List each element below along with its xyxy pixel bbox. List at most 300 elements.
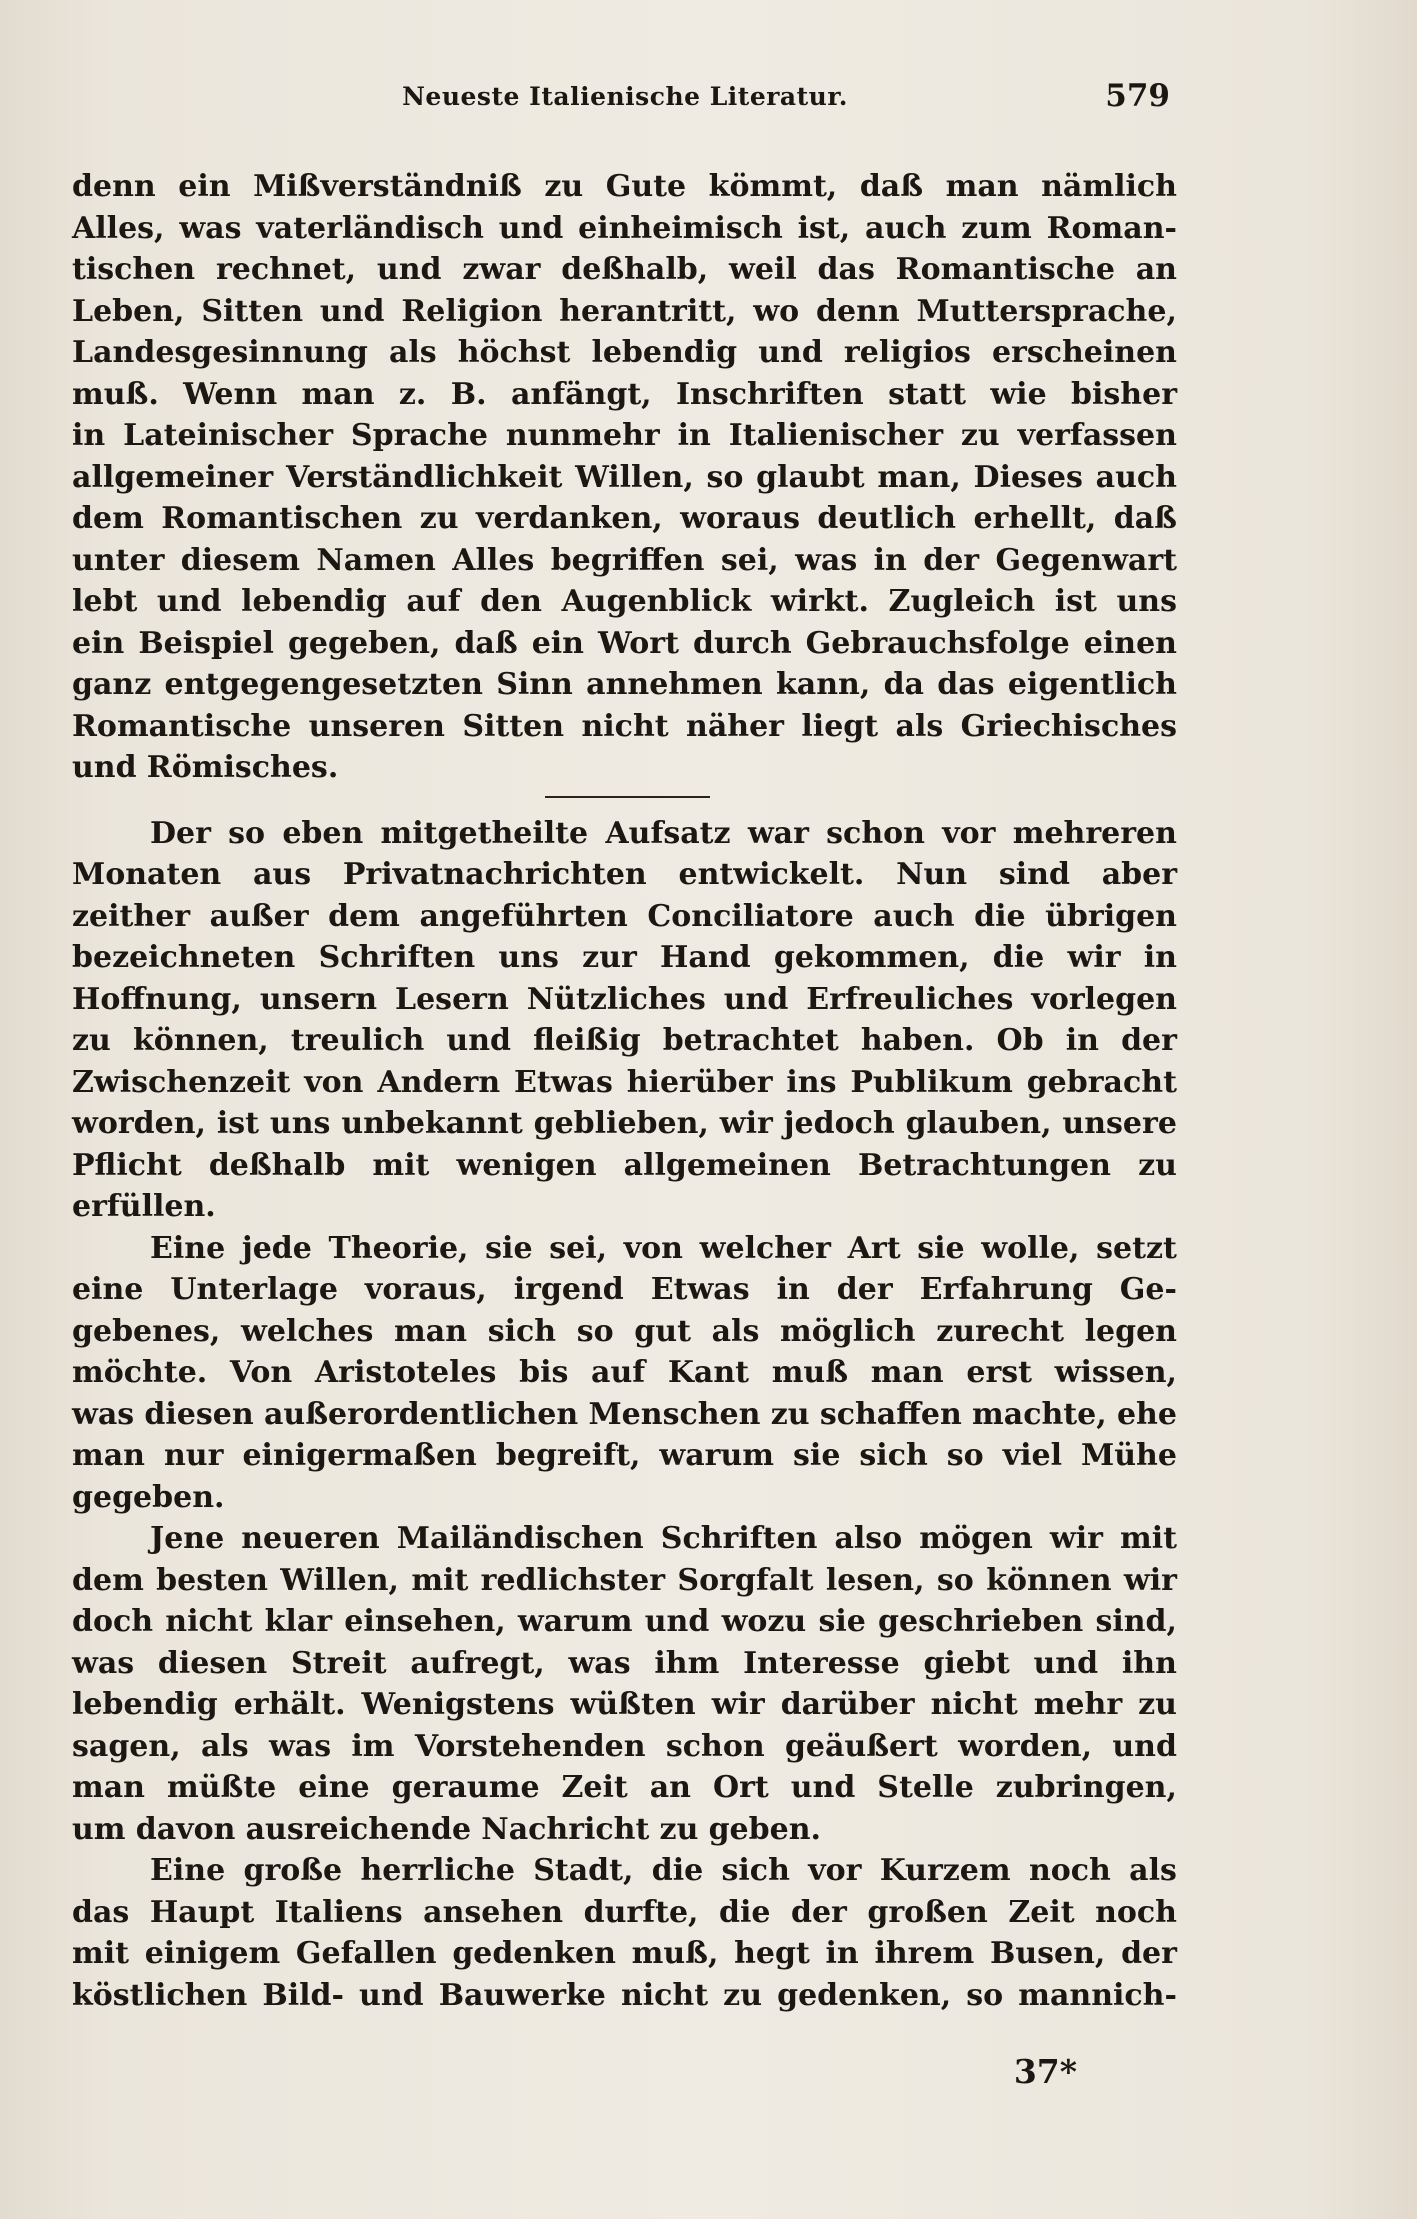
text-line <box>72 1228 1177 1270</box>
word: man, <box>877 459 961 495</box>
word: unseren <box>308 708 445 744</box>
word: Hoffnung, <box>72 981 242 1017</box>
word: und <box>644 1604 710 1639</box>
word: mögen <box>919 1521 1033 1556</box>
word: Leben, <box>72 293 185 329</box>
word: Sitten <box>462 708 565 744</box>
text-line <box>72 979 1177 1021</box>
word: und <box>1112 1728 1177 1764</box>
word: deßhalb <box>208 1147 346 1183</box>
word: lesen, <box>825 1562 925 1598</box>
word: gegeben, <box>287 625 441 661</box>
word: ein <box>72 625 125 661</box>
word: Von <box>229 1355 293 1390</box>
word: begreift, <box>495 1438 641 1473</box>
word: haben. <box>860 1023 975 1058</box>
word: geäußert <box>784 1728 938 1764</box>
word: Stelle <box>877 1770 974 1805</box>
word: Sorgfalt <box>677 1562 814 1598</box>
word: wenigen <box>456 1147 597 1183</box>
word: Wort <box>598 625 679 661</box>
word: zu <box>1138 1147 1177 1183</box>
word: mit <box>372 1147 430 1183</box>
word: ehe <box>1116 1396 1177 1432</box>
word: deutlich <box>817 501 956 536</box>
word: Vorstehenden <box>414 1728 646 1764</box>
word: glaubt <box>756 459 865 495</box>
text-line <box>72 1186 1177 1228</box>
word: viel <box>1002 1438 1063 1473</box>
word: zu <box>659 1811 699 1847</box>
word: gegeben. <box>72 1479 225 1515</box>
body-text <box>72 166 1177 2016</box>
word: kömmt, <box>708 169 838 204</box>
word: wirkt. <box>770 584 869 619</box>
word: wir <box>711 1687 765 1722</box>
word: treulich <box>290 1023 425 1058</box>
word: einen <box>1083 625 1177 661</box>
word: erhellt, <box>973 501 1097 536</box>
paragraph <box>72 166 1177 789</box>
word: Theorie, <box>328 1230 469 1266</box>
word: was <box>568 1645 631 1681</box>
word: Der <box>150 815 211 851</box>
word: eine <box>298 1770 370 1805</box>
word: erfüllen. <box>72 1189 216 1224</box>
word: Streit <box>290 1645 387 1681</box>
word: allgemeiner <box>72 459 274 495</box>
word: vor <box>942 815 996 851</box>
word: giebt <box>923 1645 1010 1681</box>
word: in <box>1065 1023 1099 1058</box>
text-line <box>72 1311 1177 1353</box>
word: Etwas <box>514 1064 613 1100</box>
word: erhält. <box>233 1687 346 1722</box>
word: ganz <box>72 667 152 702</box>
word: Mißverständniß <box>253 169 522 204</box>
word: Inschriften <box>676 376 864 412</box>
word: einheimisch <box>578 210 783 246</box>
word: ein <box>531 625 584 661</box>
word: klar <box>264 1604 333 1639</box>
word: Römisches. <box>146 750 339 785</box>
word: Privatnachrichten <box>342 857 647 892</box>
word: Unterlage <box>170 1272 338 1307</box>
word: neueren <box>241 1521 380 1556</box>
word: noch <box>1095 1894 1177 1930</box>
word: Italienischer <box>728 418 943 453</box>
word: auch <box>1095 459 1177 495</box>
word: die <box>974 898 1026 934</box>
word: dem <box>72 501 144 536</box>
word: Art <box>847 1230 901 1266</box>
word: durfte, <box>583 1894 699 1930</box>
word: so <box>228 815 266 851</box>
text-line <box>72 1684 1177 1726</box>
word: darüber <box>780 1687 915 1722</box>
word: Alles <box>452 542 535 578</box>
word: wo <box>753 293 800 329</box>
word: wüßten <box>570 1687 696 1722</box>
word: vorlegen <box>1031 981 1177 1017</box>
word: lebendig <box>591 335 738 370</box>
word: das <box>72 1894 130 1930</box>
word: zeither <box>72 898 191 934</box>
word: in <box>776 1272 810 1307</box>
word: ist <box>216 1106 260 1141</box>
word: und <box>446 1023 511 1058</box>
word: zu <box>770 1396 810 1432</box>
word: auch <box>873 898 955 934</box>
text-line <box>72 1103 1177 1145</box>
word: mehr <box>1033 1687 1123 1722</box>
word: ein <box>178 169 231 204</box>
word: Nachricht <box>481 1811 650 1847</box>
word: ihm <box>654 1645 720 1681</box>
word: daß <box>454 625 518 661</box>
word: worden, <box>72 1106 206 1141</box>
word: Kurzem <box>879 1853 1011 1888</box>
text-line <box>72 854 1177 896</box>
word: die <box>719 1894 771 1930</box>
word: und <box>790 1770 856 1805</box>
word: so <box>576 1313 614 1349</box>
running-title: Neueste Italienische Literatur. <box>402 82 848 111</box>
word: und <box>72 750 137 785</box>
word: Romantische <box>72 708 292 744</box>
text-line <box>72 706 1177 748</box>
word: dem <box>72 1562 144 1598</box>
word: weil <box>729 252 797 287</box>
word: worden, <box>958 1728 1093 1764</box>
paragraph <box>72 1518 1177 1850</box>
word: Verständlichkeit <box>285 459 563 495</box>
word: einigem <box>144 1936 281 1971</box>
word: können <box>986 1562 1112 1598</box>
word: sie <box>485 1230 533 1266</box>
page-number: 579 <box>1105 78 1170 114</box>
word: Gefallen <box>295 1936 437 1971</box>
word: Andern <box>377 1064 501 1100</box>
word: zu <box>1138 1687 1177 1722</box>
word: in <box>72 418 106 453</box>
word: mit <box>72 1936 129 1971</box>
word: so <box>706 459 744 495</box>
word: verdanken, <box>476 501 663 536</box>
word: man <box>301 376 375 412</box>
signature-mark: 37* <box>1013 2052 1077 2091</box>
word: kann, <box>776 667 871 702</box>
word: begriffen <box>550 542 705 578</box>
word: wir <box>1067 940 1121 975</box>
word: sich <box>721 1853 790 1888</box>
page-header <box>80 78 1170 132</box>
word: mannich- <box>1018 1977 1177 2013</box>
word: mit <box>411 1562 469 1598</box>
word: Hand <box>660 940 751 975</box>
word: man <box>870 1355 944 1390</box>
word: ist <box>1054 584 1097 619</box>
word: zurecht <box>936 1313 1064 1349</box>
word: Kant <box>667 1355 750 1390</box>
word: allgemeinen <box>623 1147 831 1183</box>
word: deßhalb, <box>561 252 709 287</box>
word: Griechisches <box>960 708 1177 744</box>
word: sie <box>793 1438 841 1473</box>
text-line <box>72 1269 1177 1311</box>
word: aber <box>1101 857 1177 892</box>
paragraph <box>72 813 1177 1228</box>
word: Gebrauchsfolge <box>805 625 1070 661</box>
word: zu <box>723 1977 763 2013</box>
word: nicht <box>581 708 669 744</box>
word: bis <box>519 1355 569 1390</box>
word: köstlichen <box>72 1977 248 2013</box>
word: religios <box>843 335 971 370</box>
word: wir <box>1049 1521 1103 1556</box>
paragraph <box>72 1850 1177 2016</box>
word: hierüber <box>626 1064 773 1100</box>
word: zu <box>960 418 1000 453</box>
word: der <box>923 542 980 578</box>
text-line <box>72 1518 1177 1560</box>
word: B. <box>450 376 487 412</box>
word: sind, <box>1095 1604 1177 1639</box>
word: entgegengesetzten <box>164 667 483 702</box>
word: Haupt <box>149 1894 255 1930</box>
word: als <box>711 1313 760 1349</box>
word: auf <box>406 584 461 619</box>
word: besten <box>156 1562 268 1598</box>
word: diesen <box>144 1396 254 1432</box>
word: denn <box>72 169 156 204</box>
word: voraus, <box>364 1272 487 1307</box>
word: auch <box>865 210 947 246</box>
word: daß <box>1113 501 1177 536</box>
word: Romantische <box>895 252 1115 287</box>
word: und <box>1033 1645 1099 1681</box>
word: vor <box>808 1853 862 1888</box>
word: doch <box>72 1604 154 1639</box>
word: warum <box>517 1604 633 1639</box>
text-line <box>72 1643 1177 1685</box>
word: schaffen <box>819 1396 962 1432</box>
word: gedenken, <box>777 1977 952 2013</box>
word: erst <box>966 1355 1032 1390</box>
word: Pflicht <box>72 1147 182 1183</box>
word: im <box>351 1728 395 1764</box>
word: einsehen, <box>344 1604 506 1639</box>
word: mehreren <box>1012 815 1177 851</box>
word: zu <box>419 501 459 536</box>
word: ihn <box>1121 1645 1177 1681</box>
word: Zeit <box>561 1770 628 1805</box>
word: ins <box>786 1064 837 1100</box>
text-line <box>72 1394 1177 1436</box>
word: Religion <box>401 293 543 329</box>
word: als <box>388 335 437 370</box>
word: machte, <box>972 1396 1107 1432</box>
word: nicht <box>930 1687 1018 1722</box>
word: lebendig <box>241 584 387 619</box>
word: Interesse <box>743 1645 900 1681</box>
word: um <box>72 1811 126 1847</box>
word: übrigen <box>1045 898 1177 934</box>
word: diesem <box>180 542 300 578</box>
word: verfassen <box>1017 418 1177 453</box>
word: von <box>623 1230 683 1266</box>
word: man <box>72 1438 145 1473</box>
text-line <box>72 623 1177 665</box>
text-line <box>72 208 1177 250</box>
word: Menschen <box>588 1396 761 1432</box>
word: schon <box>826 815 925 851</box>
word: Roman- <box>1046 210 1177 246</box>
word: lebt <box>72 584 138 619</box>
text-line <box>72 581 1177 623</box>
text-line <box>72 1726 1177 1768</box>
text-line <box>72 498 1177 540</box>
word: woraus <box>680 501 800 536</box>
word: was <box>72 1396 135 1432</box>
word: an <box>1135 252 1177 287</box>
word: unsern <box>259 981 378 1017</box>
word: zu <box>544 169 584 204</box>
word: lebendig <box>72 1687 218 1722</box>
text-line <box>72 896 1177 938</box>
word: Stadt, <box>533 1853 634 1888</box>
text-line <box>72 1352 1177 1394</box>
word: wie <box>990 376 1047 412</box>
word: zu <box>72 1023 111 1058</box>
text-line <box>72 1020 1177 1062</box>
word: nämlich <box>1041 169 1177 204</box>
word: davon <box>135 1811 236 1847</box>
text-line <box>72 1892 1177 1934</box>
word: unter <box>72 542 165 578</box>
word: Schriften <box>318 940 476 975</box>
word: was <box>72 1645 135 1681</box>
word: Monaten <box>72 857 222 892</box>
word: der <box>790 1894 847 1930</box>
word: Bauwerke <box>438 1977 606 2013</box>
word: das <box>937 667 995 702</box>
word: Augenblick <box>561 584 752 619</box>
word: müßte <box>166 1770 277 1805</box>
word: bisher <box>1071 376 1177 412</box>
word: legen <box>1084 1313 1177 1349</box>
word: diesen <box>157 1645 268 1681</box>
word: nur <box>164 1438 224 1473</box>
word: fleißig <box>533 1023 641 1058</box>
word: in <box>825 1936 859 1971</box>
word: Italiens <box>274 1894 403 1930</box>
word: Conciliatore <box>647 898 854 934</box>
word: große <box>243 1853 343 1888</box>
word: Romantischen <box>161 501 403 536</box>
word: Beispiel <box>138 625 274 661</box>
word: ihrem <box>874 1936 975 1971</box>
text-line <box>72 291 1177 333</box>
section-separator <box>545 796 710 798</box>
word: sie <box>917 1230 965 1266</box>
word: sie <box>818 1604 866 1639</box>
word: Publikum <box>850 1064 1013 1100</box>
word: nunmehr <box>505 418 660 453</box>
text-line <box>72 249 1177 291</box>
word: rechnet, <box>215 252 357 287</box>
word: eine <box>72 1272 144 1307</box>
word: glauben, <box>905 1106 1052 1141</box>
word: einigermaßen <box>242 1438 477 1473</box>
word: gebracht <box>1026 1064 1177 1100</box>
word: Muttersprache, <box>916 293 1177 329</box>
word: statt <box>888 376 966 412</box>
word: nicht <box>620 1977 709 2013</box>
word: Bild- <box>262 1977 344 2013</box>
word: Zeit <box>1008 1894 1075 1930</box>
word: also <box>834 1521 903 1556</box>
word: die <box>651 1853 704 1888</box>
word: welcher <box>699 1230 831 1266</box>
word: der <box>1121 1023 1177 1058</box>
word: sei, <box>549 1230 608 1266</box>
text-line <box>72 664 1177 706</box>
word: als <box>1129 1853 1177 1888</box>
word: Erfahrung <box>919 1272 1093 1307</box>
word: sich <box>487 1313 557 1349</box>
word: Jene <box>150 1521 225 1556</box>
word: betrachtet <box>662 1023 839 1058</box>
word: unbekannt <box>341 1106 523 1141</box>
word: in <box>1143 940 1177 975</box>
word: man <box>72 1770 145 1805</box>
word: Etwas <box>650 1272 750 1307</box>
word: gebenes, <box>72 1313 221 1349</box>
word: sich <box>859 1438 928 1473</box>
text-line <box>72 1145 1177 1187</box>
word: herrliche <box>360 1853 515 1888</box>
word: zwar <box>462 252 541 287</box>
word: anfängt, <box>510 376 652 412</box>
word: als <box>895 708 944 744</box>
word: Namen <box>316 542 436 578</box>
word: liegt <box>801 708 879 744</box>
word: z. <box>398 376 427 412</box>
word: eigentlich <box>1007 667 1177 702</box>
word: nicht <box>165 1604 253 1639</box>
word: Aristoteles <box>314 1355 497 1390</box>
word: unsere <box>1062 1106 1177 1141</box>
word: an <box>649 1770 691 1805</box>
word: muß. <box>72 376 159 412</box>
word: da <box>883 667 924 702</box>
word: möglich <box>780 1313 916 1349</box>
word: war <box>747 815 809 851</box>
text-line <box>72 1062 1177 1104</box>
word: zum <box>961 210 1032 246</box>
word: ist, <box>797 210 851 246</box>
word: was <box>268 1728 332 1764</box>
word: Wenn <box>183 376 278 412</box>
word: wir <box>719 1106 773 1141</box>
word: zur <box>582 940 637 975</box>
text-line <box>72 1933 1177 1975</box>
word: Betrachtungen <box>857 1147 1111 1183</box>
word: vaterländisch <box>256 210 484 246</box>
paragraph <box>72 1228 1177 1519</box>
word: entwickelt. <box>678 857 865 892</box>
